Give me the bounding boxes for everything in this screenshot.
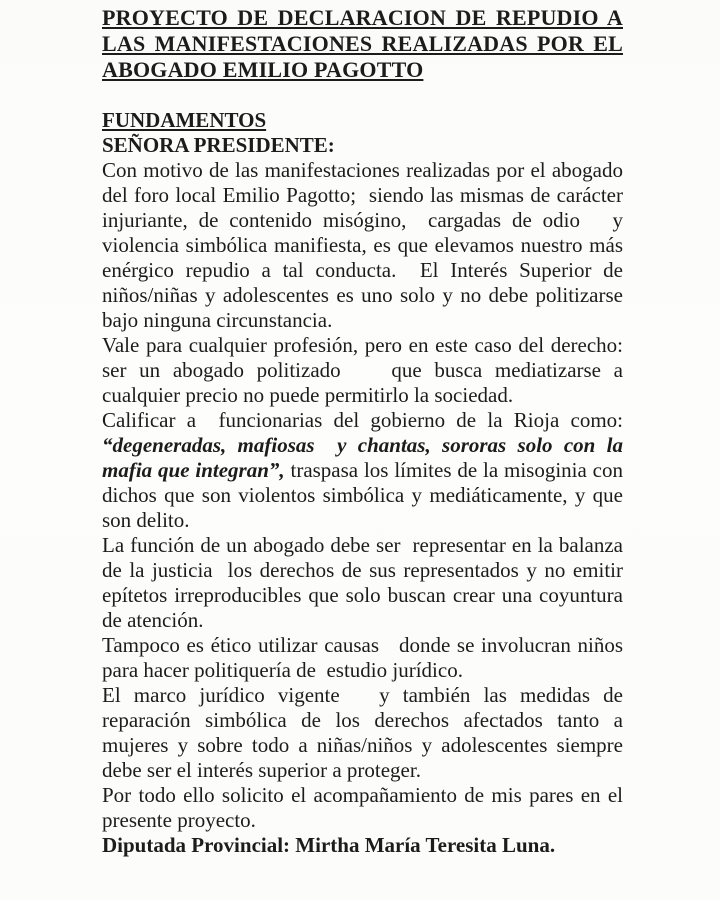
paragraph-con-motivo [102,158,629,333]
paragraph-la-funcion [102,533,629,633]
paragraph-tampoco [102,633,629,683]
paragraph-text: traspasa los límites de la misoginia con dichos que son violentos simbólica y mediáticamente, y que son delito. [102,458,629,532]
quoted-insult-text: “degeneradas, mafiosas y chantas, sororas solo con la mafia que integran”, [102,433,629,482]
paragraph-text: La función de un abogado debe ser representar en la balanza de la justicia los derechos de sus representados y no emitir epítetos irreproducibles que solo buscan crear una coyuntura de atención. [102,533,629,632]
section-heading-fundamentos: FUNDAMENTOS [102,108,267,132]
paragraph-text: Tampoco es ético utilizar causas donde se involucran niños para hacer politiquería de estudio jurídico. [102,633,629,682]
paragraph-text: Vale para cualquier profesión, pero en este caso del derecho: ser un abogado politizado que busca mediatizarse a cualquier precio no puede permitirlo la sociedad. [102,333,629,407]
paragraph-text: Calificar a funcionarias del gobierno de la Rioja como: [102,408,629,432]
paragraph-text: El marco jurídico vigente y también las medidas de reparación simbólica de los derechos afectados tanto a mujeres y sobre todo a niñas/niños y adolescentes siempre debe ser el interés superior a proteger. [102,683,629,782]
paragraph-text: Con motivo de las manifestaciones realizadas por el abogado del foro local Emilio Pagotto; siendo las mismas de carácter injuriante, de contenido misógino, cargadas de odio y violencia simbólica manifiesta, es que elevamos nuestro más enérgico repudio a tal conducta. El Interés Superior de niños/niñas y adolescentes es uno solo y no debe politizarse bajo ninguna circunstancia. [102,158,629,332]
paragraph-text: Por todo ello solicito el acompañamiento de mis pares en el presente proyecto. [102,783,629,832]
salutation-line: SEÑORA PRESIDENTE: [102,133,335,157]
signature-line: Diputada Provincial: Mirtha María Teresita Luna. [102,833,556,857]
paragraph-marco-juridico [102,683,629,783]
document-page [102,5,629,858]
document-title: PROYECTO DE DECLARACION DE REPUDIO A LAS MANIFESTACIONES REALIZADAS POR EL ABOGADO EMILIO PAGOTTO [102,5,623,82]
paragraph-vale-para [102,333,629,408]
paragraph-calificar [102,408,629,533]
paragraph-por-todo-ello [102,783,629,833]
